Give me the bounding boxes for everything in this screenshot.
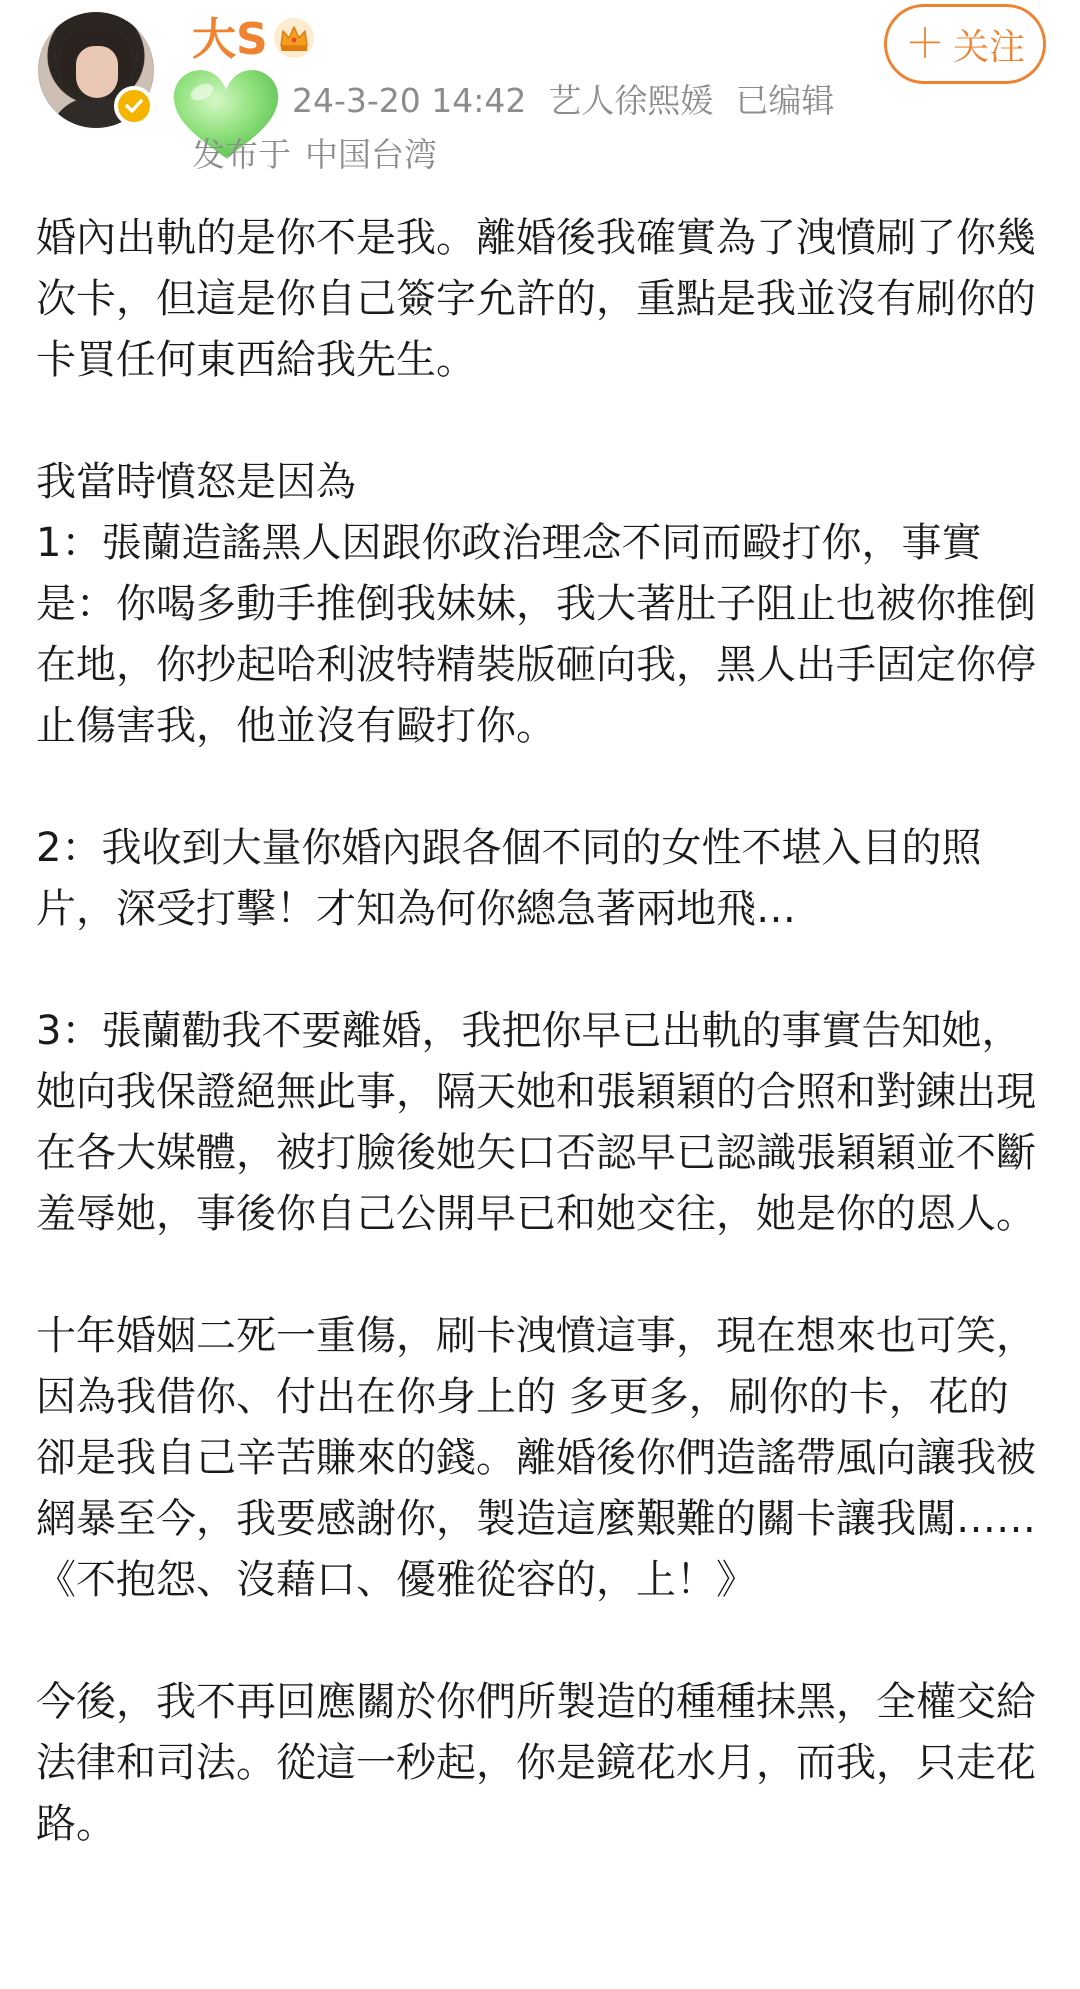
post-meta xyxy=(292,78,856,124)
post-header xyxy=(0,0,1080,190)
plus-icon: ＋ xyxy=(904,21,945,67)
follow-button[interactable] xyxy=(884,4,1046,84)
post-paragraph: 2：我收到大量你婚內跟各個不同的女性不堪入目的照片，深受打擊！才知為何你總急著兩地飛… xyxy=(36,825,982,932)
post-paragraph: 十年婚姻二死一重傷，刷卡洩憤這事，現在想來也可笑，因為我借你、付出在你身上的 多更多，刷你的卡，花的卻是我自己辛苦賺來的錢。離婚後你們造謠帶風向讓我被網暴至今，我要感謝你，製造這麼艱難的關卡讓我闖……《不抱怨、沒藉口、優雅從容的，上！》 xyxy=(36,1313,1036,1603)
post-paragraph: 今後，我不再回應關於你們所製造的種種抹黑，全權交給法律和司法。從這一秒起，你是鏡花水月，而我，只走花路。 xyxy=(36,1679,1036,1847)
post-location xyxy=(192,132,451,178)
author-name[interactable]: 大S xyxy=(192,14,268,65)
post-paragraph: 我當時憤怒是因為 1：張蘭造謠黑人因跟你政治理念不同而毆打你，事實是：你喝多動手推倒我妹妹，我大著肚子阻止也被你推倒在地，你抄起哈利波特精裝版砸向我，黑人出手固定你停止傷害我，他並沒有毆打你。 xyxy=(36,459,1036,749)
follow-button-label: 关注 xyxy=(952,26,1025,68)
location-prefix: 发布于 xyxy=(192,135,291,174)
post-paragraph: 婚內出軌的是你不是我。離婚後我確實為了洩憤刷了你幾次卡，但這是你自己簽字允許的，重點是我並沒有刷你的卡買任何東西給我先生。 xyxy=(36,215,1036,383)
post-paragraph: 3：張蘭勸我不要離婚，我把你早已出軌的事實告知她，她向我保證絕無此事，隔天她和張穎穎的合照和對錬出現在各大媒體，被打臉後她矢口否認早已認識張穎穎並不斷羞辱她，事後你自己公開早已和她交往，她是你的恩人。 xyxy=(36,1008,1036,1237)
avatar-face xyxy=(76,46,118,98)
post-content xyxy=(36,208,1046,1855)
checkmark-icon xyxy=(123,95,145,117)
post-timestamp: 24-3-20 14:42 xyxy=(292,81,527,120)
verified-badge-icon xyxy=(114,86,154,126)
crown-icon xyxy=(272,16,316,60)
edited-label[interactable]: 已编辑 xyxy=(735,81,835,120)
location-name: 中国台湾 xyxy=(305,135,437,174)
post-source[interactable]: 艺人徐熙媛 xyxy=(548,81,714,120)
